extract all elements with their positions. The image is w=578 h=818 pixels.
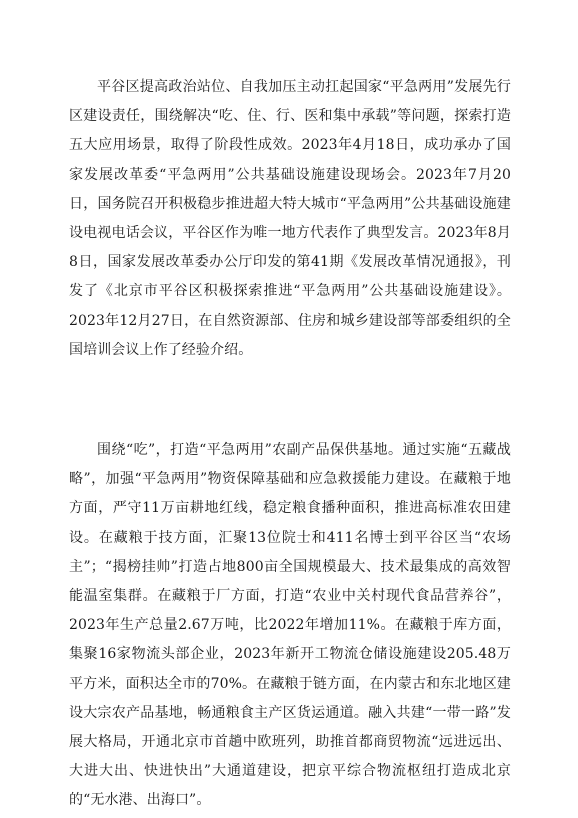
paragraph-achievements: 平谷区提高政治站位、自我加压主动扛起国家“平急两用”发展先行区建设责任，围绕解决“吃、住、行、医和集中承载”等问题，探索打造五大应用场景，取得了阶段性成效。2023年4月18日，成功承办了国家发展改革委“平急两用”公共基础设施建设现场会。2023年7月20日，国务院召开积极稳步推进超大特大城市“平急两用”公共基础设施建设电视电话会议，平谷区作为唯一地方代表作了典型发言。2023年8月8日，国家发展改革委办公厅印发的第41期《发展改革情况通报》，刊发了《北京市平谷区积极探索推进“平急两用”公共基础设施建设》。2023年12月27日，在自然资源部、住房和城乡建设部等部委组织的全国培训会议上作了经验介绍。: [69, 79, 511, 358]
paragraph-food-supply-base: 围绕“吃”，打造“平急两用”农副产品保供基地。通过实施“五藏战略”，加强“平急两用”物资保障基础和应急救援能力建设。在藏粮于地方面，严守11万亩耕地红线，稳定粮食播种面积，推进高标准农田建设。在藏粮于技方面，汇聚13位院士和411名博士到平谷区当“农场主”；“揭榜挂帅”打造占地800亩全国规模最大、技术最集成的高效智能温室集群。在藏粮于厂方面，打造“农业中关村现代食品营养谷”，2023年生产总量2.67万吨，比2022年增加11%。在藏粮于库方面，集聚16家物流头部企业，2023年新开工物流仓储设施建设205.48万平方米，面积达全市的70%。在藏粮于链方面，在内蒙古和东北地区建设大宗农产品基地，畅通粮食主产区货运通道。融入共建“一带一路”发展大格局，开通北京市首趟中欧班列，助推首都商贸物流“远进远出、大进大出、快进快出”大通道建设，把京平综合物流枢纽打造成北京的“无水港、出海口”。: [69, 442, 511, 809]
